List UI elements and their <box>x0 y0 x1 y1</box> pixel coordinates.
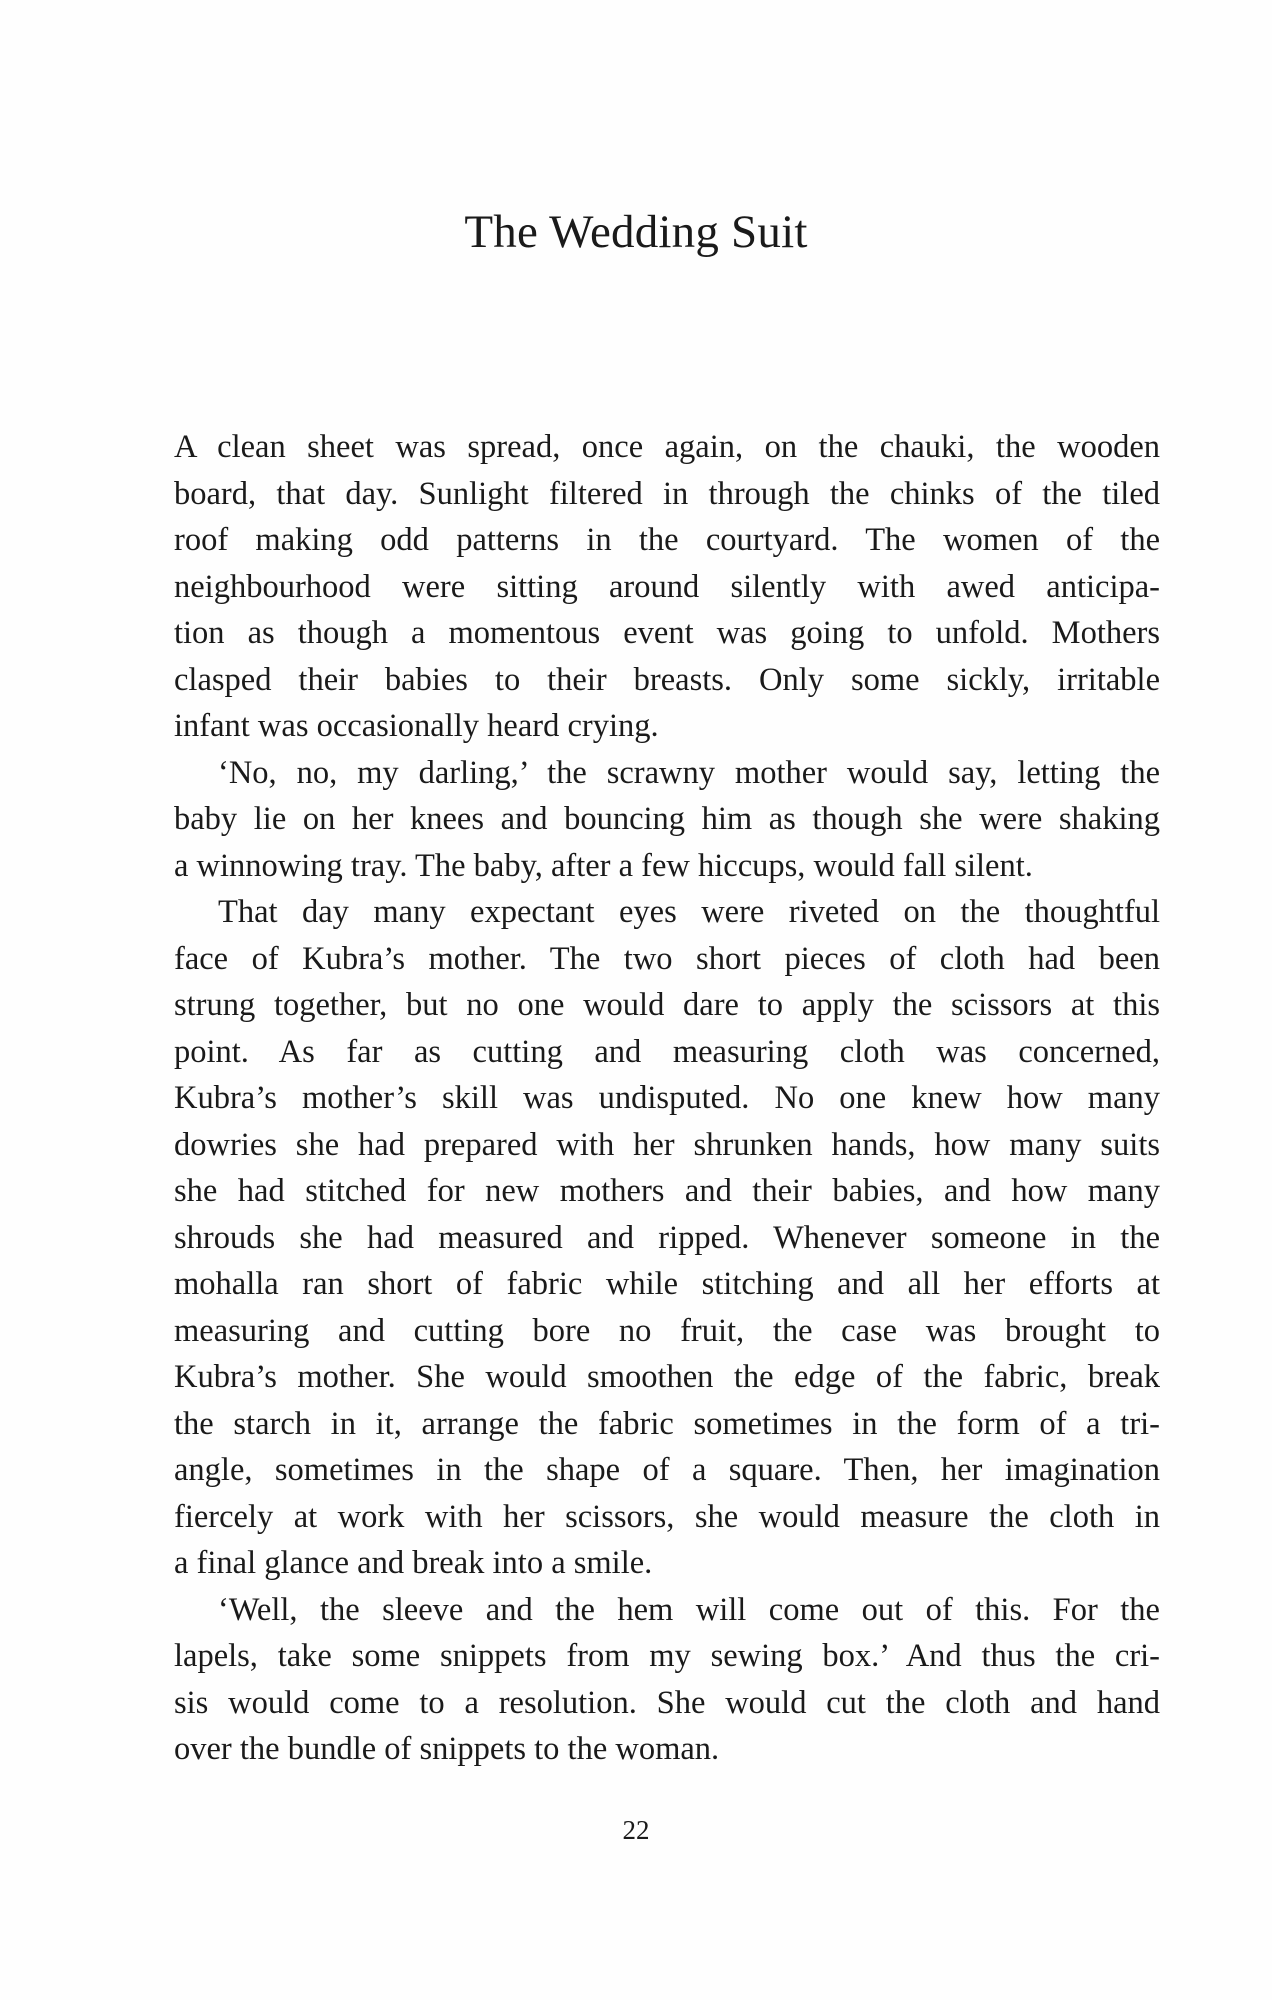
text-line: tion as though a momentous event was going to unfold. Mothers <box>174 615 1160 651</box>
text-line: Kubra’s mother’s skill was undisputed. No one knew how many <box>174 1080 1160 1116</box>
text-line: ‘Well, the sleeve and the hem will come out of this. For the <box>218 1591 1160 1628</box>
text-line: lapels, take some snippets from my sewing box.’ And thus the cri- <box>174 1638 1160 1674</box>
text-line: shrouds she had measured and ripped. Whenever someone in the <box>174 1219 1160 1256</box>
text-line: point. As far as cutting and measuring cloth was concerned, <box>174 1033 1160 1070</box>
text-line: Kubra’s mother. She would smoothen the edge of the fabric, break <box>174 1359 1160 1395</box>
text-line: measuring and cutting bore no fruit, the case was brought to <box>174 1312 1160 1349</box>
text-line: a winnowing tray. The baby, after a few hiccups, would fall silent. <box>174 847 1033 884</box>
text-line: infant was occasionally heard crying. <box>174 708 659 744</box>
text-line: dowries she had prepared with her shrunken hands, how many suits <box>174 1126 1160 1163</box>
text-line: clasped their babies to their breasts. Only some sickly, irritable <box>174 661 1160 698</box>
text-line: baby lie on her knees and bouncing him as though she were shaking <box>174 801 1160 837</box>
text-line: neighbourhood were sitting around silently with awed anticipa- <box>174 568 1160 605</box>
text-line: sis would come to a resolution. She would cut the cloth and hand <box>174 1684 1160 1721</box>
text-line: the starch in it, arrange the fabric sometimes in the form of a tri- <box>174 1405 1160 1442</box>
text-line: roof making odd patterns in the courtyard. The women of the <box>174 522 1160 558</box>
text-line: over the bundle of snippets to the woman. <box>174 1731 720 1767</box>
text-line: mohalla ran short of fabric while stitching and all her efforts at <box>174 1266 1160 1302</box>
text-line: board, that day. Sunlight filtered in through the chinks of the tiled <box>174 475 1160 512</box>
text-line: strung together, but no one would dare to apply the scissors at this <box>174 987 1160 1023</box>
text-line: That day many expectant eyes were riveted on the thoughtful <box>218 894 1160 930</box>
text-line: ‘No, no, my darling,’ the scrawny mother would say, letting the <box>218 754 1160 791</box>
text-line: fiercely at work with her scissors, she would measure the cloth in <box>174 1498 1160 1535</box>
text-line: a final glance and break into a smile. <box>174 1545 653 1581</box>
text-line: A clean sheet was spread, once again, on the chauki, the wooden <box>174 429 1160 465</box>
text-line: she had stitched for new mothers and their babies, and how many <box>174 1173 1160 1209</box>
text-line: angle, sometimes in the shape of a square. Then, her imagination <box>174 1452 1160 1488</box>
chapter-title: The Wedding Suit <box>464 206 808 258</box>
body-text <box>174 424 1160 1773</box>
text-line: face of Kubra’s mother. The two short pieces of cloth had been <box>174 940 1160 977</box>
page-number: 22 <box>622 1815 650 1845</box>
